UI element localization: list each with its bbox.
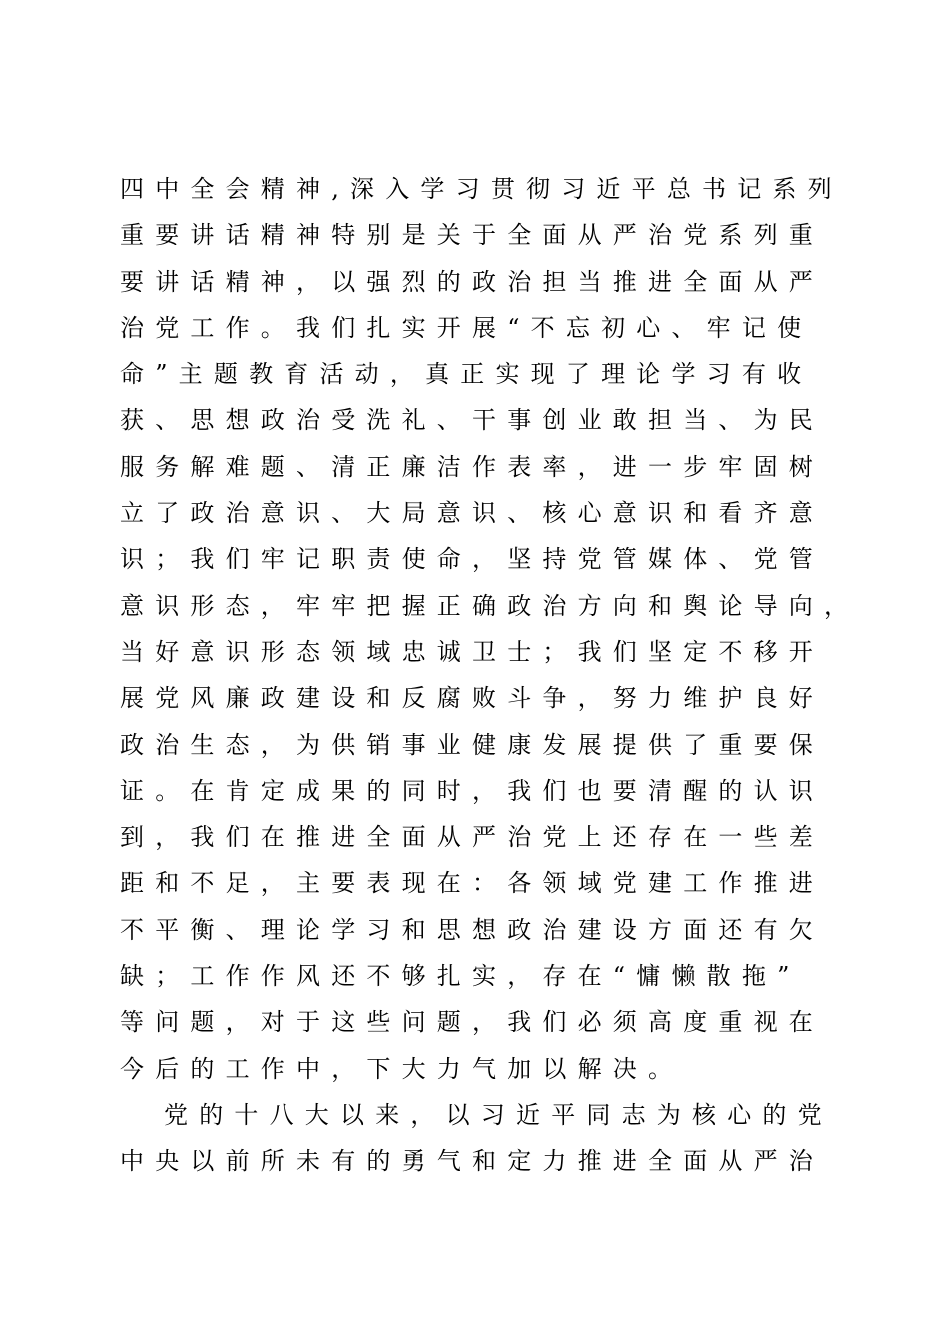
text-line-8: 立了政治意识、大局意识、核心意识和看齐意 [120, 499, 824, 528]
body-text [120, 166, 860, 1185]
text-line-22: 中央以前所未有的勇气和定力推进全面从严治 [120, 1147, 824, 1176]
text-line-10: 意识形态，牢牢把握正确政治方向和舆论导向， [120, 591, 860, 620]
text-line-5: 命”主题教育活动，真正实现了理论学习有收 [120, 360, 813, 389]
text-line-19: 等问题，对于这些问题，我们必须高度重视在 [120, 1008, 824, 1037]
text-line-1: 四中全会精神,深入学习贯彻习近平总书记系列 [120, 175, 843, 203]
text-line-15: 到，我们在推进全面从严治党上还存在一些差 [120, 823, 824, 852]
text-line-16: 距和不足，主要表现在：各领域党建工作推进 [120, 869, 824, 898]
text-line-2: 重要讲话精神特别是关于全面从严治党系列重 [120, 221, 824, 250]
text-line-17: 不平衡、理论学习和思想政治建设方面还有欠 [120, 915, 824, 944]
text-line-20: 今后的工作中，下大力气加以解决。 [120, 1054, 684, 1083]
text-line-4: 治党工作。我们扎实开展“不忘初心、牢记使 [120, 313, 813, 342]
text-line-18: 缺；工作作风还不够扎实，存在“慵懒散拖” [120, 962, 801, 991]
text-line-12: 展党风廉政建设和反腐败斗争，努力维护良好 [120, 684, 824, 713]
paragraph-start-line: 党的十八大以来，以习近平同志为核心的党 [164, 1100, 833, 1129]
text-line-13: 政治生态，为供销事业健康发展提供了重要保 [120, 730, 824, 759]
text-line-3: 要讲话精神，以强烈的政治担当推进全面从严 [120, 267, 824, 296]
text-line-11: 当好意识形态领域忠诚卫士；我们坚定不移开 [120, 637, 824, 666]
text-line-9: 识；我们牢记职责使命，坚持党管媒体、党管 [120, 545, 824, 574]
text-line-7: 服务解难题、清正廉洁作表率，进一步牢固树 [120, 452, 824, 481]
text-line-14: 证。在肯定成果的同时，我们也要清醒的认识 [120, 776, 824, 805]
text-line-6: 获、思想政治受洗礼、干事创业敢担当、为民 [120, 406, 824, 435]
